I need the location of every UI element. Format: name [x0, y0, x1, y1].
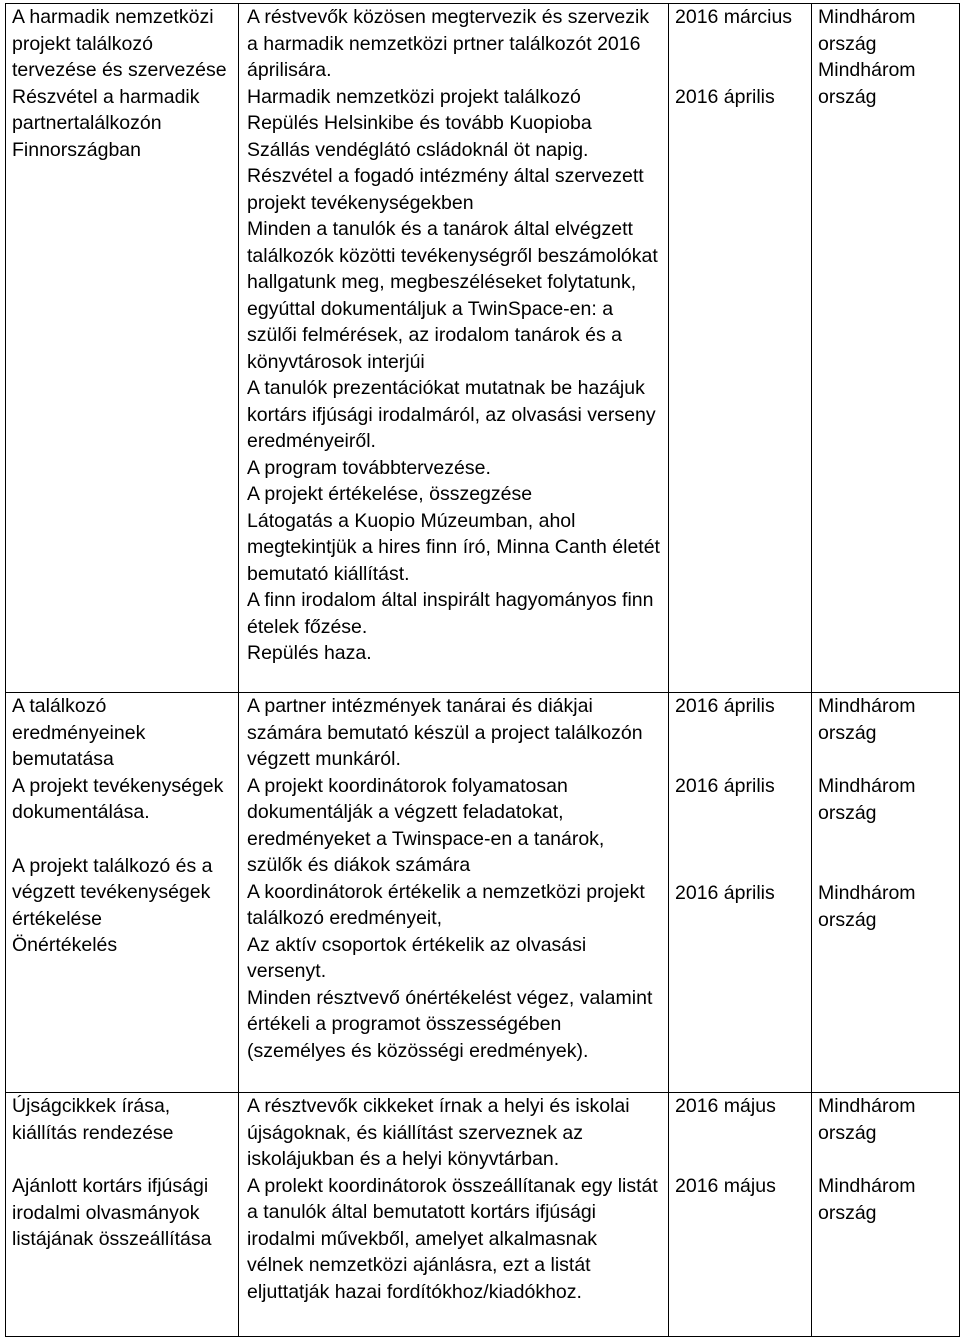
- description-line: A partner intézmények tanárai és diákjai: [247, 695, 593, 717]
- description-line: Látogatás a Kuopio Múzeumban, ahol: [247, 509, 576, 532]
- description-line: A finn irodalom által inspirált hagyományos finn: [247, 589, 654, 611]
- description-cell: [239, 4, 669, 693]
- description-line: egyúttal dokumentáljuk a TwinSpace-en: a: [247, 297, 614, 320]
- description-line: megtekintjük a hires finn író, Minna Canth életét: [247, 536, 660, 558]
- description-block: [247, 1173, 664, 1306]
- date-label: 2016 április: [675, 695, 775, 717]
- description-cell: [239, 693, 669, 1093]
- description-line: A koordinátorok értékelik a nemzetközi projekt: [247, 880, 645, 903]
- activity-line: partnertalálkozón: [12, 112, 162, 134]
- date-cell: [669, 4, 812, 693]
- description-block: [247, 773, 664, 879]
- date-cell: [669, 693, 812, 1093]
- activity-cell: [6, 693, 239, 1093]
- description-line: Szállás vendéglátó csládoknál öt napig.: [247, 138, 589, 161]
- participants-cell: [812, 693, 960, 1093]
- activity-block: [12, 693, 234, 773]
- date-block: [675, 1173, 807, 1200]
- activity-line: A találkozó: [12, 695, 107, 717]
- date-label: 2016 április: [675, 86, 775, 108]
- activity-line: értékelése: [12, 907, 102, 930]
- participants-line: Mindhárom: [818, 1175, 916, 1197]
- activity-line: irodalmi olvasmányok: [12, 1201, 200, 1224]
- description-line: (személyes és közösségi eredmények).: [247, 1039, 589, 1062]
- description-line: A projekt értékelése, összegzése: [247, 483, 533, 505]
- description-line: eredményeket a Twinspace-en a tanárok,: [247, 827, 605, 850]
- participants-line: Mindhárom: [818, 882, 916, 904]
- description-block: [247, 879, 664, 1065]
- description-line: a harmadik nemzetközi prtner találkozót 2016: [247, 32, 641, 55]
- description-line: könyvtárosok interjúi: [247, 350, 425, 373]
- participants-block: [818, 880, 955, 933]
- date-block: [675, 4, 807, 84]
- table-row: [6, 4, 960, 693]
- participants-block: [818, 773, 955, 880]
- description-line: eljuttatják hazai fordítókhoz/kiadókhoz.: [247, 1280, 582, 1303]
- participants-block: [818, 1093, 955, 1173]
- participants-block: [818, 1173, 955, 1226]
- description-line: bemutató kiállítást.: [247, 562, 410, 585]
- description-line: szülői felmérések, az irodalom tanárok és a: [247, 324, 623, 346]
- description-line: Részvétel a fogadó intézmény által szervezett: [247, 165, 644, 187]
- description-line: A tanulók prezentációkat mutatnak be hazájuk: [247, 377, 645, 399]
- participants-line: ország: [818, 1201, 877, 1224]
- table-row: [6, 693, 960, 1093]
- description-line: Repülés Helsinkibe és tovább Kuopioba: [247, 112, 592, 134]
- participants-cell: [812, 1093, 960, 1337]
- description-line: projekt tevékenységekben: [247, 191, 474, 214]
- participants-line: Mindhárom: [818, 775, 916, 797]
- description-line: kortárs ifjúsági irodalmáról, az olvasási verseny: [247, 403, 656, 426]
- description-line: számára bemutató készül a project találkozón: [247, 721, 643, 744]
- description-line: újságoknak, és kiállítást szerveznek az: [247, 1121, 583, 1144]
- activity-cell: [6, 4, 239, 693]
- activity-line: listájának összeállítása: [12, 1228, 212, 1250]
- participants-line: ország: [818, 801, 877, 824]
- activity-line: Önértékelés: [12, 934, 118, 956]
- date-label: 2016 május: [675, 1175, 776, 1197]
- participants-line: Mindhárom: [818, 59, 916, 81]
- description-line: a tanulók által bemutatott kortárs ifjúsági: [247, 1201, 597, 1223]
- activity-line: Finnországban: [12, 138, 141, 161]
- participants-block: [818, 693, 955, 773]
- description-line: iskolájukban és a helyi könyvtárban.: [247, 1148, 560, 1170]
- activity-block: [12, 4, 234, 84]
- activity-line: tervezése és szervezése: [12, 59, 227, 81]
- description-line: vélnek nemzetközi ajánlásra, ezt a listát: [247, 1254, 591, 1276]
- date-cell: [669, 1093, 812, 1337]
- description-line: versenyt.: [247, 960, 327, 982]
- description-line: A réstvevők közösen megtervezik és szervezik: [247, 6, 650, 28]
- date-block: [675, 693, 807, 773]
- participants-line: ország: [818, 908, 877, 931]
- description-line: eredményeiről.: [247, 430, 376, 452]
- description-line: szülők és diákok számára: [247, 854, 471, 876]
- description-line: A prolekt koordinátorok összeállítanak egy listát: [247, 1174, 658, 1197]
- description-line: Minden a tanulók és a tanárok által elvégzett: [247, 218, 633, 240]
- activity-line: Újságcikkek írása,: [12, 1095, 171, 1117]
- description-line: Repülés haza.: [247, 642, 372, 664]
- participants-cell: [812, 4, 960, 693]
- description-line: dokumentálják a végzett feladatokat,: [247, 801, 564, 823]
- description-line: hallgatunk meg, megbeszéléseket folytatunk,: [247, 271, 637, 293]
- description-line: értékeli a programot összességében: [247, 1013, 562, 1035]
- activity-block: [12, 773, 234, 826]
- activity-line: bemutatása: [12, 748, 114, 770]
- date-block: [675, 880, 807, 907]
- participants-line: ország: [818, 32, 877, 55]
- activity-block: [12, 1093, 234, 1173]
- activity-line: Ajánlott kortárs ifjúsági: [12, 1175, 209, 1197]
- activity-block: [12, 1173, 234, 1253]
- description-line: áprilisára.: [247, 59, 332, 81]
- activity-block: [12, 853, 234, 959]
- date-block: [675, 773, 807, 880]
- activity-block: [12, 84, 234, 164]
- activity-line: dokumentálása.: [12, 801, 150, 823]
- activity-line: A projekt találkozó és a: [12, 854, 213, 877]
- description-line: találkozó eredményeit,: [247, 907, 443, 929]
- date-label: 2016 március: [675, 6, 793, 28]
- participants-block: [818, 4, 955, 57]
- activity-line: eredményeinek: [12, 721, 146, 744]
- date-label: 2016 május: [675, 1095, 776, 1117]
- description-cell: [239, 1093, 669, 1337]
- activity-line: Részvétel a harmadik: [12, 85, 200, 108]
- description-line: találkozók közötti tevékenységről beszámolókat: [247, 244, 658, 267]
- description-block: [247, 693, 664, 773]
- description-line: irodalmi művekből, amelyet alkalmasnak: [247, 1227, 598, 1250]
- date-label: 2016 április: [675, 775, 775, 797]
- activity-line: A harmadik nemzetközi: [12, 6, 214, 28]
- description-line: végzett munkáról.: [247, 748, 401, 770]
- description-line: A projekt koordinátorok folyamatosan: [247, 774, 568, 797]
- activity-line: végzett tevékenységek: [12, 881, 211, 903]
- participants-line: ország: [818, 1121, 877, 1144]
- description-line: A résztvevők cikkeket írnak a helyi és iskolai: [247, 1095, 630, 1117]
- date-label: 2016 április: [675, 882, 775, 904]
- participants-line: ország: [818, 721, 877, 744]
- description-line: Minden résztvevő ónértékelést végez, valamint: [247, 986, 653, 1009]
- participants-line: ország: [818, 85, 877, 108]
- participants-line: Mindhárom: [818, 1095, 916, 1117]
- participants-line: Mindhárom: [818, 695, 916, 717]
- activity-line: projekt találkozó: [12, 32, 153, 55]
- activity-table: [5, 3, 960, 1337]
- description-line: Harmadik nemzetközi projekt találkozó: [247, 85, 581, 108]
- description-line: ételek főzése.: [247, 615, 368, 638]
- date-block: [675, 1093, 807, 1173]
- activity-cell: [6, 1093, 239, 1337]
- activity-line: kiállítás rendezése: [12, 1121, 174, 1144]
- participants-line: Mindhárom: [818, 6, 916, 28]
- activity-line: A projekt tevékenységek: [12, 774, 224, 797]
- participants-block: [818, 57, 955, 110]
- description-line: Az aktív csoportok értékelik az olvasási: [247, 933, 587, 956]
- description-block: [247, 1093, 664, 1173]
- table-row: [6, 1093, 960, 1337]
- date-block: [675, 84, 807, 111]
- description-block: [247, 84, 664, 667]
- description-block: [247, 4, 664, 84]
- description-line: A program továbbtervezése.: [247, 456, 491, 479]
